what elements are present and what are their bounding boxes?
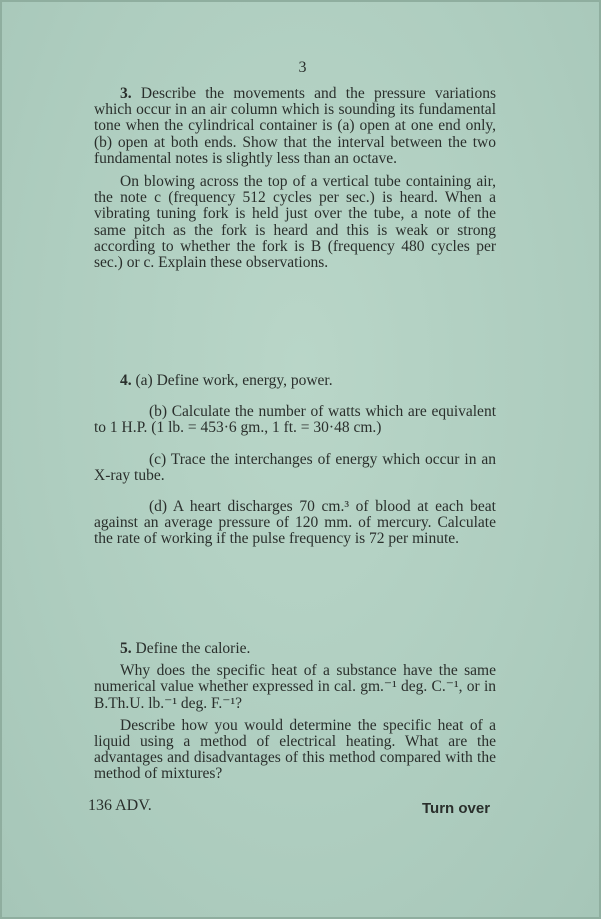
question-3 — [94, 86, 496, 271]
question-4-part-d: (d) A heart discharges 70 cm.³ of blood at each beat against an average pressure of 120 mm. of mercury. Calculate the rate of working if the pulse frequency is 72 per minute. — [94, 498, 496, 548]
question-3-para-2: On blowing across the top of a vertical tube containing air, the note c (frequency 512 cycles per sec.) is heard. When a vibrating tuning fork is held just over the tube, a note of the same pitch as the fork is heard and this is weak or strong according to whether the fork is B (frequency 480 cycles per sec.) or c. Explain these observations. — [94, 173, 496, 272]
question-5-para-2: Why does the specific heat of a substance have the same numerical value whether expressed in cal. gm.⁻¹ deg. C.⁻¹, or in B.Th.U. lb.⁻¹ deg. F.⁻¹? — [94, 662, 496, 712]
question-5 — [94, 641, 496, 783]
question-5-define — [94, 641, 496, 657]
question-4-part-c: (c) Trace the interchanges of energy which occur in an X-ray tube. — [94, 450, 496, 484]
question-4-part-a — [94, 373, 496, 389]
paper-code: 136 ADV. — [88, 797, 152, 814]
question-4-part-a-text: (a) Define work, energy, power. — [135, 372, 333, 389]
question-3-text: Describe the movements and the pressure variations which occur in an air column which is sounding its fundamental tone when the cylindrical container is (a) open at one end only, (b) open at both ends. Show that the interval between the two fundamental notes is slightly less than an octave. — [94, 85, 496, 167]
page-number: 3 — [298, 59, 307, 76]
question-4-part-b: (b) Calculate the number of watts which are equivalent to 1 H.P. (1 lb. = 453·6 gm., 1 ft. = 30·48 cm.) — [94, 403, 496, 437]
question-3-para-1 — [94, 86, 496, 167]
question-3-number: 3. — [120, 85, 132, 102]
question-4-number: 4. — [120, 372, 132, 389]
turn-over-label: Turn over — [422, 800, 491, 817]
question-5-number: 5. — [120, 640, 132, 657]
question-4 — [94, 373, 496, 548]
question-5-define-text: Define the calorie. — [135, 640, 251, 657]
question-5-para-3: Describe how you would determine the specific heat of a liquid using a method of electrical heating. What are the advantages and disadvantages of this method compared with the method of mixtures? — [94, 716, 496, 783]
